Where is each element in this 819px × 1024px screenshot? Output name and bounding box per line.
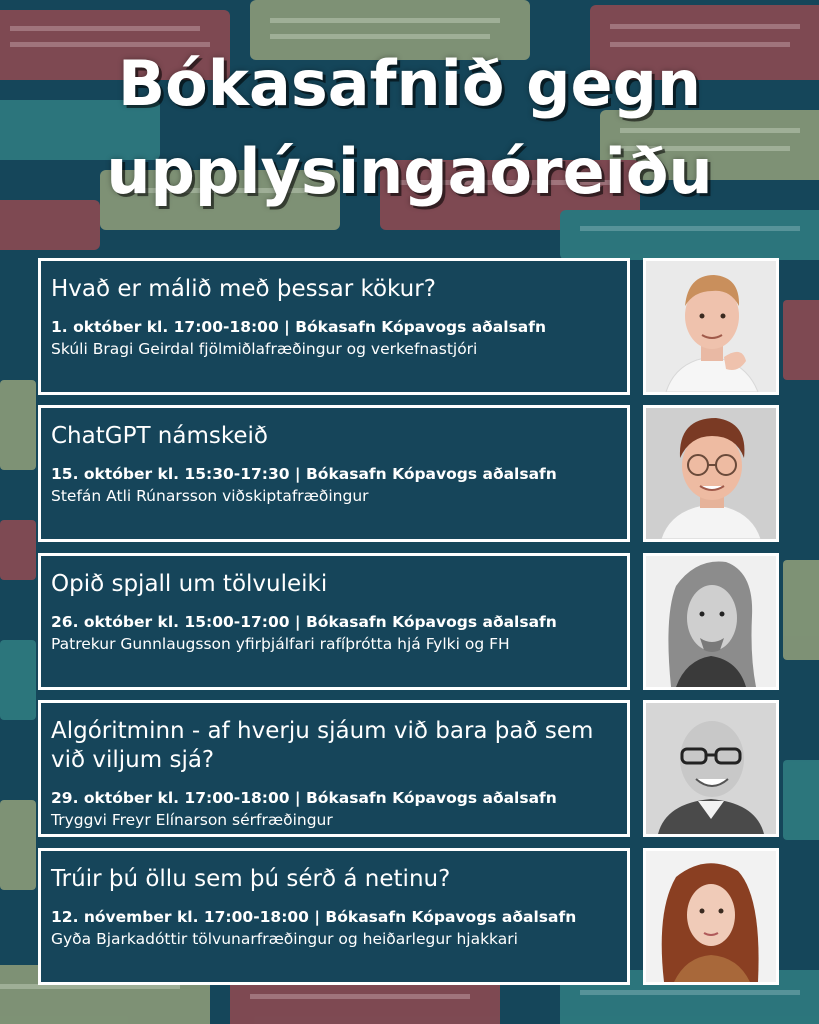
portrait-man-blond-icon [646, 261, 776, 392]
event-card [38, 848, 630, 985]
event-speaker: Patrekur Gunnlaugsson yfirþjálfari rafíþrótta hjá Fylki og FH [51, 635, 510, 653]
event-speaker: Stefán Atli Rúnarsson viðskiptafræðingur [51, 487, 369, 505]
event-time-location: 26. október kl. 15:00-17:00 | Bókasafn Kópavogs aðalsafn [51, 613, 557, 631]
title-line: upplýsingaóreiðu [106, 135, 713, 208]
event-time-location: 12. nóvember kl. 17:00-18:00 | Bókasafn Kópavogs aðalsafn [51, 908, 577, 926]
event-time-location: 15. október kl. 15:30-17:30 | Bókasafn Kópavogs aðalsafn [51, 465, 557, 483]
title-line: Bókasafnið gegn [117, 47, 702, 120]
event-title: Hvað er málið með þessar kökur? [51, 276, 436, 302]
event-card [38, 258, 630, 395]
event-speaker: Skúli Bragi Geirdal fjölmiðlafræðingur og verkefnastjóri [51, 340, 478, 358]
speaker-photo [643, 848, 779, 985]
event-title: Trúir þú öllu sem þú sérð á netinu? [51, 866, 451, 892]
event-time-location: 1. október kl. 17:00-18:00 | Bókasafn Kópavogs aðalsafn [51, 318, 547, 336]
event-card [38, 553, 630, 690]
speaker-photo [643, 405, 779, 542]
speaker-photo [643, 553, 779, 690]
event-title: Algóritminn - af hverju sjáum við bara það sem við viljum sjá? [51, 718, 594, 773]
portrait-man-glasses-icon [646, 408, 776, 539]
event-speaker: Tryggvi Freyr Elínarson sérfræðingur [51, 811, 333, 829]
event-speaker: Gyða Bjarkadóttir tölvunarfræðingur og heiðarlegur hjakkari [51, 930, 518, 948]
portrait-man-long-hair-icon [646, 556, 776, 687]
event-title: ChatGPT námskeið [51, 423, 268, 449]
page-title [0, 40, 819, 216]
event-card [38, 700, 630, 837]
speaker-photo [643, 258, 779, 395]
event-card [38, 405, 630, 542]
portrait-man-bald-glasses-icon [646, 703, 776, 834]
portrait-woman-red-hair-icon [646, 851, 776, 982]
event-title: Opið spjall um tölvuleiki [51, 571, 328, 597]
event-time-location: 29. október kl. 17:00-18:00 | Bókasafn Kópavogs aðalsafn [51, 789, 557, 807]
speaker-photo [643, 700, 779, 837]
